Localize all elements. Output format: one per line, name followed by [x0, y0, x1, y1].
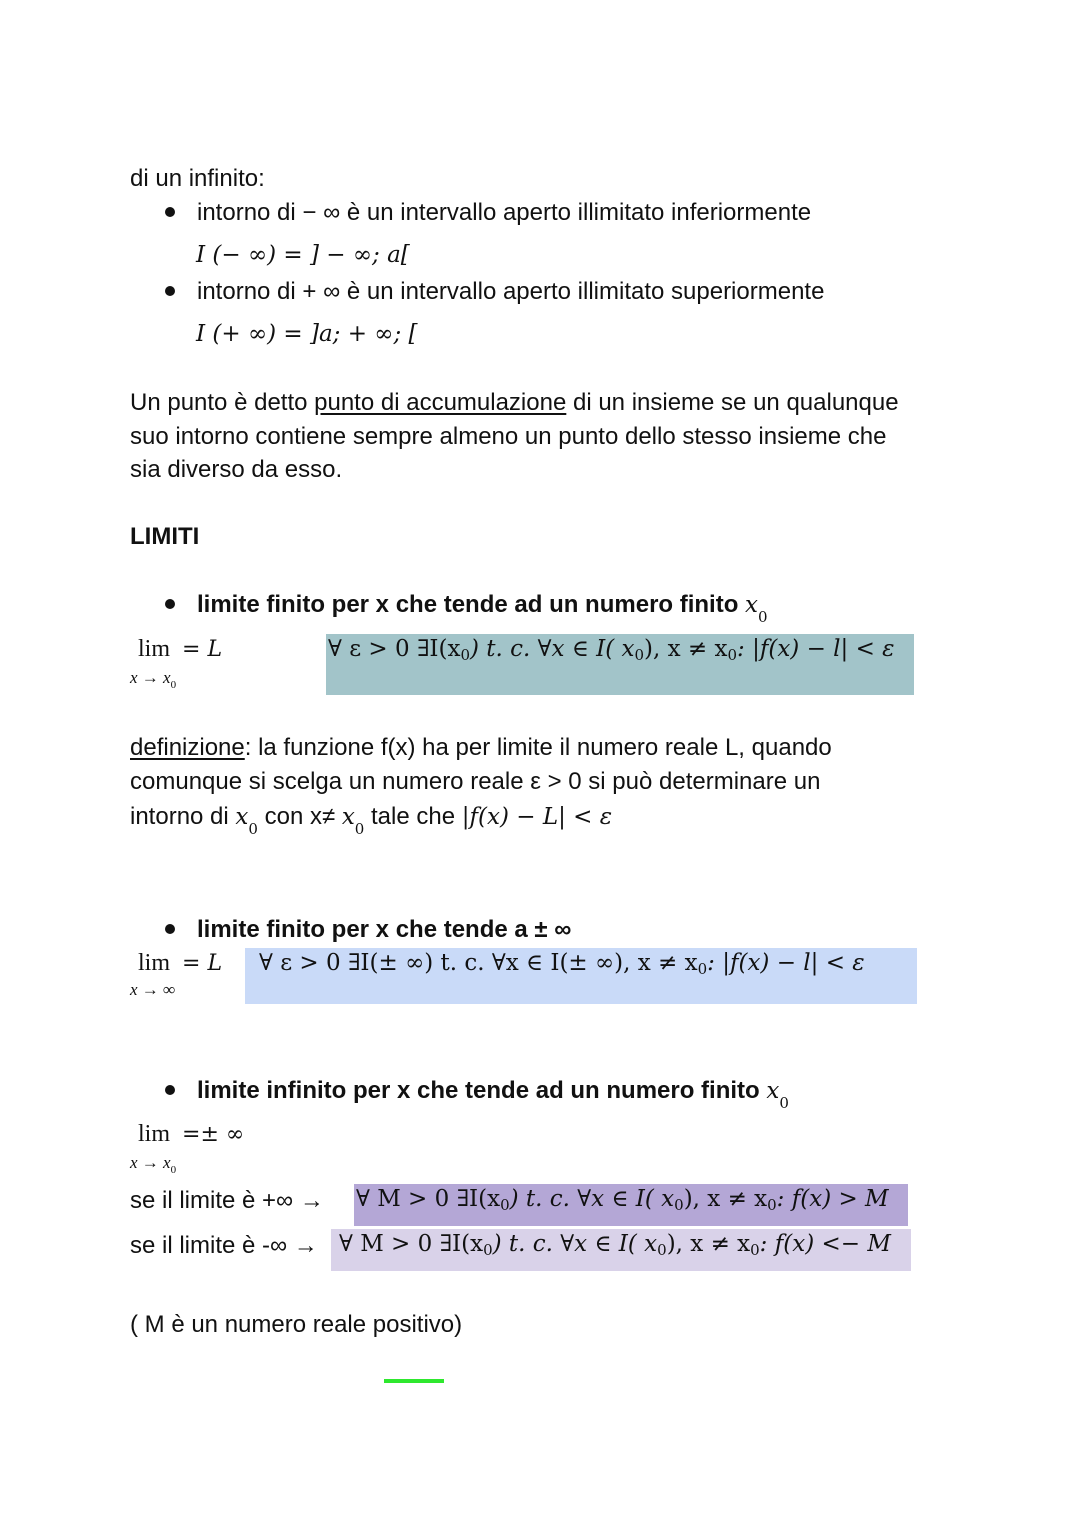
- limit-notation-1: lim = L: [138, 636, 223, 662]
- section-heading-limiti: LIMITI: [130, 523, 200, 550]
- bullet-item-plus-infinity: intorno di + ∞ è un intervallo aperto illimitato superiormente: [165, 275, 824, 309]
- definition-box-finite-limit: ∀ ε > 0 ∃I(x 0 ) t. c. ∀x ∈ I( x 0 ), x ≠ x 0 : |f(x) − l| < ε: [326, 634, 914, 695]
- bullet-icon: [165, 1085, 175, 1095]
- definition-box-limit-at-infinity: ∀ ε > 0 ∃I(± ∞) t. c. ∀x ∈ I(± ∞), x ≠ x 0 : |f(x) − l| < ε: [245, 948, 917, 1004]
- bullet-icon: [165, 924, 175, 934]
- minus-infinity-case-label: se il limite è -∞ →: [130, 1232, 318, 1259]
- limit-subscript-2: x → ∞: [130, 980, 176, 999]
- limit-subscript-3: $x \to x_0$: [130, 1153, 177, 1176]
- formula-plus-infinity: I (+ ∞) = ]a; + ∞; [: [196, 321, 418, 347]
- accumulation-term: punto di accumulazione: [314, 389, 567, 416]
- bullet-item-minus-infinity: intorno di − ∞ è un intervallo aperto illimitato inferiormente: [165, 196, 811, 230]
- formula-minus-infinity: I (− ∞) = ] − ∞; a[: [196, 242, 410, 268]
- accumulation-line-3: sia diverso da esso.: [130, 456, 343, 483]
- section3-title: limite infinito per x che tende ad un numero finito $x_0$: [165, 1074, 789, 1110]
- accumulation-line-1: Un punto è detto punto di accumulazione di un insieme se un qualunque: [130, 389, 899, 416]
- plus-infinity-case-label: se il limite è +∞ →: [130, 1187, 324, 1214]
- definition-line-3: intorno di $x_0$ con $x\ne x_0$ tale che |f(x) − L| < ε: [130, 803, 613, 838]
- note-m-positive: ( M è un numero reale positivo): [130, 1311, 463, 1338]
- intro-text: di un infinito:: [130, 165, 265, 192]
- section1-title: limite finito per x che tende ad un numero finito $x_0$: [165, 588, 768, 624]
- green-highlight-mark: [384, 1379, 444, 1383]
- accumulation-line-2: suo intorno contiene sempre almeno un punto dello stesso insieme che: [130, 423, 887, 450]
- definition-box-plus-infinity: ∀ M > 0 ∃I(x 0 ) t. c. ∀x ∈ I( x 0 ), x ≠ x 0 : f(x) > M: [354, 1184, 908, 1226]
- definition-line-1: definizione: la funzione f(x) ha per limite il numero reale L, quando: [130, 734, 832, 761]
- limit-notation-3: lim =± ∞: [138, 1121, 245, 1147]
- bullet-icon: [165, 599, 175, 609]
- limit-subscript-1: $x \to x_0$: [130, 668, 177, 691]
- limit-notation-2: lim = L: [138, 950, 223, 976]
- section2-title: limite finito per x che tende a ± ∞: [165, 913, 571, 947]
- bullet-icon: [165, 286, 175, 296]
- definition-label: definizione: [130, 734, 245, 761]
- bullet-icon: [165, 207, 175, 217]
- definition-line-2: comunque si scelga un numero reale ε > 0 si può determinare un: [130, 768, 821, 795]
- definition-box-minus-infinity: ∀ M > 0 ∃I(x 0 ) t. c. ∀x ∈ I( x 0 ), x ≠ x 0 : f(x) <− M: [331, 1229, 911, 1271]
